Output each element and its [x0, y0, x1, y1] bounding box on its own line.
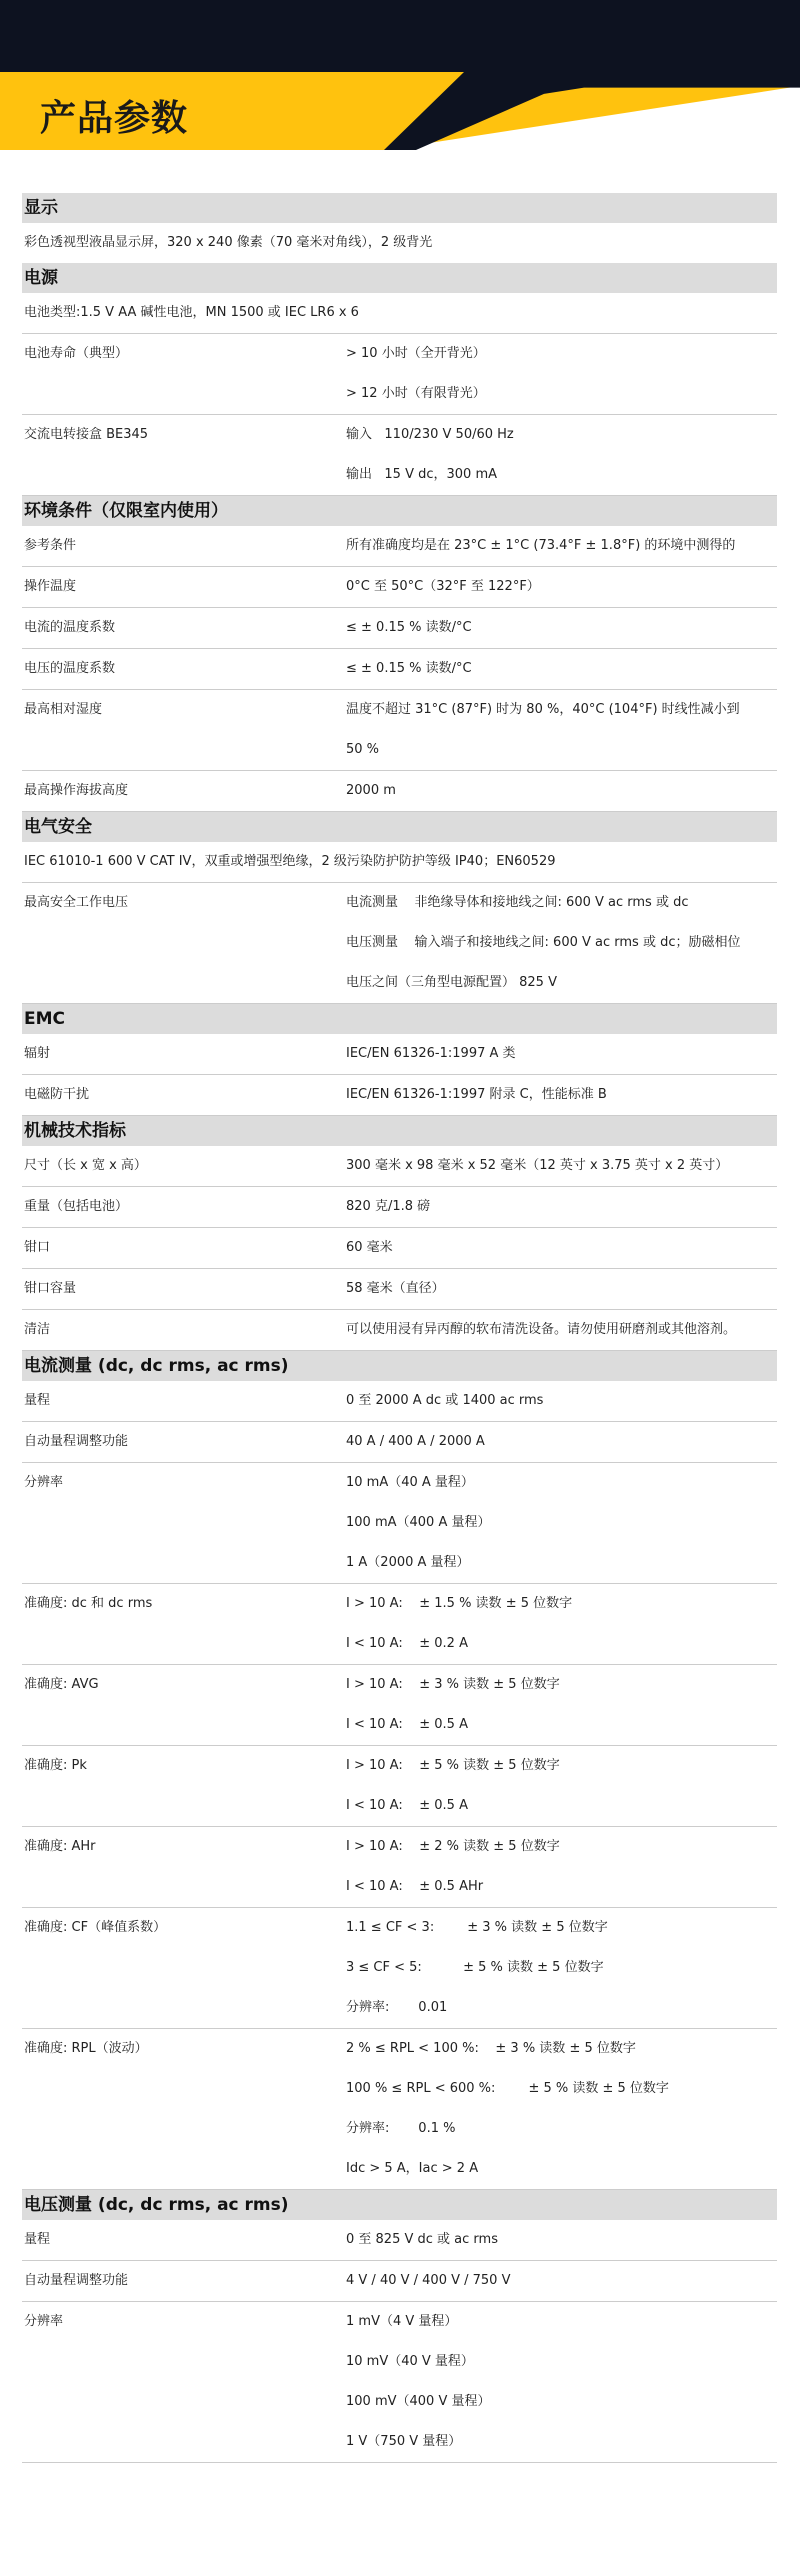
spec-value: IEC/EN 61326-1:1997 附录 C，性能标准 B — [346, 1087, 607, 1102]
spec-value: 分辨率: 0.01 — [346, 2000, 448, 2015]
spec-label: 尺寸（长 x 宽 x 高） — [24, 1158, 147, 1173]
spec-label: 准确度: AHr — [24, 1839, 96, 1854]
spec-value: I > 10 A: ± 5 % 读数 ± 5 位数字 — [346, 1758, 560, 1773]
spec-description: 彩色透视型液晶显示屏，320 x 240 像素（70 毫米对角线），2 级背光 — [24, 235, 433, 250]
spec-label: 辐射 — [24, 1046, 51, 1061]
spec-row — [22, 1746, 777, 1827]
section-header: 机械技术指标 — [22, 1116, 777, 1146]
spec-value: 4 V / 40 V / 400 V / 750 V — [346, 2273, 511, 2288]
spec-value: 分辨率: 0.1 % — [346, 2121, 456, 2136]
spec-label: 准确度: dc 和 dc rms — [24, 1596, 153, 1611]
spec-value-group — [346, 1665, 777, 1745]
spec-value-group — [346, 690, 777, 770]
section-header: EMC — [22, 1004, 777, 1034]
spec-value: IEC/EN 61326-1:1997 A 类 — [346, 1046, 516, 1061]
spec-value-group — [346, 2261, 777, 2301]
spec-value-group — [346, 334, 777, 414]
spec-value-group — [346, 1422, 777, 1462]
spec-row — [22, 1187, 777, 1228]
spec-row — [22, 2261, 777, 2302]
spec-value-group — [346, 1584, 777, 1664]
spec-row — [22, 2302, 777, 2463]
spec-label: 准确度: RPL（波动） — [24, 2041, 148, 2056]
spec-label: 交流电转接盒 BE345 — [24, 427, 149, 442]
spec-table — [22, 193, 777, 2463]
spec-value-group — [346, 1187, 777, 1227]
spec-value: 100 % ≤ RPL < 600 %: ± 5 % 读数 ± 5 位数字 — [346, 2081, 669, 2096]
spec-row — [22, 1422, 777, 1463]
spec-row — [22, 1310, 777, 1351]
spec-row — [22, 2220, 777, 2261]
section-header: 电源 — [22, 263, 777, 293]
spec-value: 电流测量 非绝缘导体和接地线之间: 600 V ac rms 或 dc — [346, 895, 689, 910]
page-title: 产品参数 — [40, 97, 189, 139]
spec-row — [22, 1381, 777, 1422]
top-bar — [0, 0, 800, 72]
spec-value: I < 10 A: ± 0.5 A — [346, 1798, 468, 1813]
section-header: 电压测量 (dc, dc rms, ac rms) — [22, 2190, 777, 2220]
spec-value-group — [346, 883, 777, 1003]
spec-description: IEC 61010-1 600 V CAT IV，双重或增强型绝缘，2 级污染防护防护等级 IP40；EN60529 — [22, 842, 777, 883]
spec-value: 0 至 2000 A dc 或 1400 ac rms — [346, 1393, 544, 1408]
spec-value: 温度不超过 31°C (87°F) 时为 80 %，40°C (104°F) 时线性减小到 — [346, 702, 740, 717]
spec-row — [22, 1228, 777, 1269]
spec-row — [22, 1665, 777, 1746]
spec-row — [22, 690, 777, 771]
spec-value: ≤ ± 0.15 % 读数/°C — [346, 661, 472, 676]
spec-value: > 10 小时（全开背光） — [346, 346, 486, 361]
spec-label: 钳口容量 — [24, 1281, 77, 1296]
spec-value: 100 mV（400 V 量程） — [346, 2394, 491, 2409]
spec-value: Idc > 5 A，Iac > 2 A — [346, 2161, 479, 2176]
spec-value-group — [346, 608, 777, 648]
spec-label: 自动量程调整功能 — [24, 2273, 129, 2288]
section-header: 显示 — [22, 193, 777, 223]
spec-value: 300 毫米 x 98 毫米 x 52 毫米（12 英寸 x 3.75 英寸 x 2 英寸） — [346, 1158, 729, 1173]
spec-label: 量程 — [24, 2232, 51, 2247]
spec-label: 电磁防干扰 — [24, 1087, 90, 1102]
spec-value-group — [346, 1228, 777, 1268]
spec-value-group — [346, 1463, 777, 1583]
spec-label: 清洁 — [24, 1322, 51, 1337]
spec-label: 分辨率 — [24, 1475, 64, 1490]
spec-row — [22, 1827, 777, 1908]
spec-row — [22, 883, 777, 1004]
spec-row — [22, 567, 777, 608]
spec-value: 1.1 ≤ CF < 3: ± 3 % 读数 ± 5 位数字 — [346, 1920, 608, 1935]
spec-label: 重量（包括电池） — [24, 1199, 129, 1214]
spec-label: 最高安全工作电压 — [24, 895, 129, 910]
spec-value-group — [346, 1908, 777, 2028]
spec-value: > 12 小时（有限背光） — [346, 386, 486, 401]
spec-row — [22, 1908, 777, 2029]
spec-label: 最高相对湿度 — [24, 702, 103, 717]
spec-label: 准确度: AVG — [24, 1677, 99, 1692]
spec-value: 电压之间（三角型电源配置） 825 V — [346, 975, 557, 990]
spec-value: I < 10 A: ± 0.2 A — [346, 1636, 468, 1651]
spec-value-group — [346, 771, 777, 811]
spec-value-group — [346, 1075, 777, 1115]
spec-value: 58 毫米（直径） — [346, 1281, 445, 1296]
title-banner — [0, 72, 800, 150]
spec-row — [22, 1584, 777, 1665]
spec-value: I > 10 A: ± 2 % 读数 ± 5 位数字 — [346, 1839, 560, 1854]
section-header: 电流测量 (dc, dc rms, ac rms) — [22, 1351, 777, 1381]
spec-value: 1 V（750 V 量程） — [346, 2434, 462, 2449]
spec-value: 可以使用浸有异丙醇的软布清洗设备。请勿使用研磨剂或其他溶剂。 — [346, 1322, 737, 1337]
spec-value: 输入 110/230 V 50/60 Hz — [346, 427, 514, 442]
spec-description: 电池类型:1.5 V AA 碱性电池，MN 1500 或 IEC LR6 x 6 — [22, 293, 777, 334]
spec-value-group — [346, 2302, 777, 2462]
spec-value: I < 10 A: ± 0.5 AHr — [346, 1879, 484, 1894]
spec-label: 电压的温度系数 — [24, 661, 116, 676]
spec-value: 0 至 825 V dc 或 ac rms — [346, 2232, 498, 2247]
spec-label: 电流的温度系数 — [24, 620, 116, 635]
spec-value-group — [346, 567, 777, 607]
spec-value: 输出 15 V dc，300 mA — [346, 467, 497, 482]
spec-row — [22, 1463, 777, 1584]
spec-value: 电压测量 输入端子和接地线之间: 600 V ac rms 或 dc；励磁相位 — [346, 935, 741, 950]
spec-value: 1 A（2000 A 量程） — [346, 1555, 470, 1570]
spec-label: 最高操作海拔高度 — [24, 783, 129, 798]
spec-value: 2000 m — [346, 783, 396, 798]
spec-value-group — [346, 1381, 777, 1421]
spec-row — [22, 1034, 777, 1075]
spec-value: 3 ≤ CF < 5: ± 5 % 读数 ± 5 位数字 — [346, 1960, 604, 1975]
spec-label: 量程 — [24, 1393, 51, 1408]
spec-value-group — [346, 1827, 777, 1907]
spec-row — [22, 415, 777, 496]
spec-value-group — [346, 526, 777, 566]
spec-value: 0°C 至 50°C（32°F 至 122°F） — [346, 579, 540, 594]
spec-label: 钳口 — [24, 1240, 51, 1255]
spec-row — [22, 608, 777, 649]
spec-label: 电池寿命（典型） — [24, 346, 129, 361]
spec-value: 60 毫米 — [346, 1240, 393, 1255]
spec-value: 所有准确度均是在 23°C ± 1°C (73.4°F ± 1.8°F) 的环境中测得的 — [346, 538, 736, 553]
spec-value-group — [346, 2220, 777, 2260]
spec-value: 40 A / 400 A / 2000 A — [346, 1434, 485, 1449]
section-header: 电气安全 — [22, 812, 777, 842]
spec-row — [22, 1269, 777, 1310]
spec-value-group — [346, 1146, 777, 1186]
spec-value-group — [346, 1269, 777, 1309]
spec-value: I > 10 A: ± 3 % 读数 ± 5 位数字 — [346, 1677, 560, 1692]
spec-value: ≤ ± 0.15 % 读数/°C — [346, 620, 472, 635]
spec-value-group — [346, 1746, 777, 1826]
spec-row — [22, 649, 777, 690]
spec-row — [22, 2029, 777, 2190]
spec-label: 操作温度 — [24, 579, 77, 594]
spec-value: 2 % ≤ RPL < 100 %: ± 3 % 读数 ± 5 位数字 — [346, 2041, 636, 2056]
spec-row — [22, 1146, 777, 1187]
spec-label: 参考条件 — [24, 538, 77, 553]
spec-value-group — [346, 1034, 777, 1074]
spec-label: 分辨率 — [24, 2314, 64, 2329]
spec-value-group — [346, 2029, 777, 2189]
spec-label: 准确度: CF（峰值系数） — [24, 1920, 167, 1935]
spec-row — [22, 1075, 777, 1116]
spec-value: 100 mA（400 A 量程） — [346, 1515, 491, 1530]
spec-value: 10 mV（40 V 量程） — [346, 2354, 474, 2369]
spec-label: 自动量程调整功能 — [24, 1434, 129, 1449]
spec-value: 10 mA（40 A 量程） — [346, 1475, 474, 1490]
spec-row — [22, 526, 777, 567]
spec-value: 1 mV（4 V 量程） — [346, 2314, 458, 2329]
spec-row — [22, 771, 777, 812]
spec-value: I < 10 A: ± 0.5 A — [346, 1717, 468, 1732]
section-header: 环境条件（仅限室内使用） — [22, 496, 777, 526]
spec-value-group — [346, 415, 777, 495]
spec-row — [22, 334, 777, 415]
spec-label: 准确度: Pk — [24, 1758, 87, 1773]
spec-value: 820 克/1.8 磅 — [346, 1199, 431, 1214]
spec-value-group — [346, 1310, 777, 1350]
spec-value: I > 10 A: ± 1.5 % 读数 ± 5 位数字 — [346, 1596, 573, 1611]
spec-value: 50 % — [346, 742, 380, 757]
spec-value-group — [346, 649, 777, 689]
